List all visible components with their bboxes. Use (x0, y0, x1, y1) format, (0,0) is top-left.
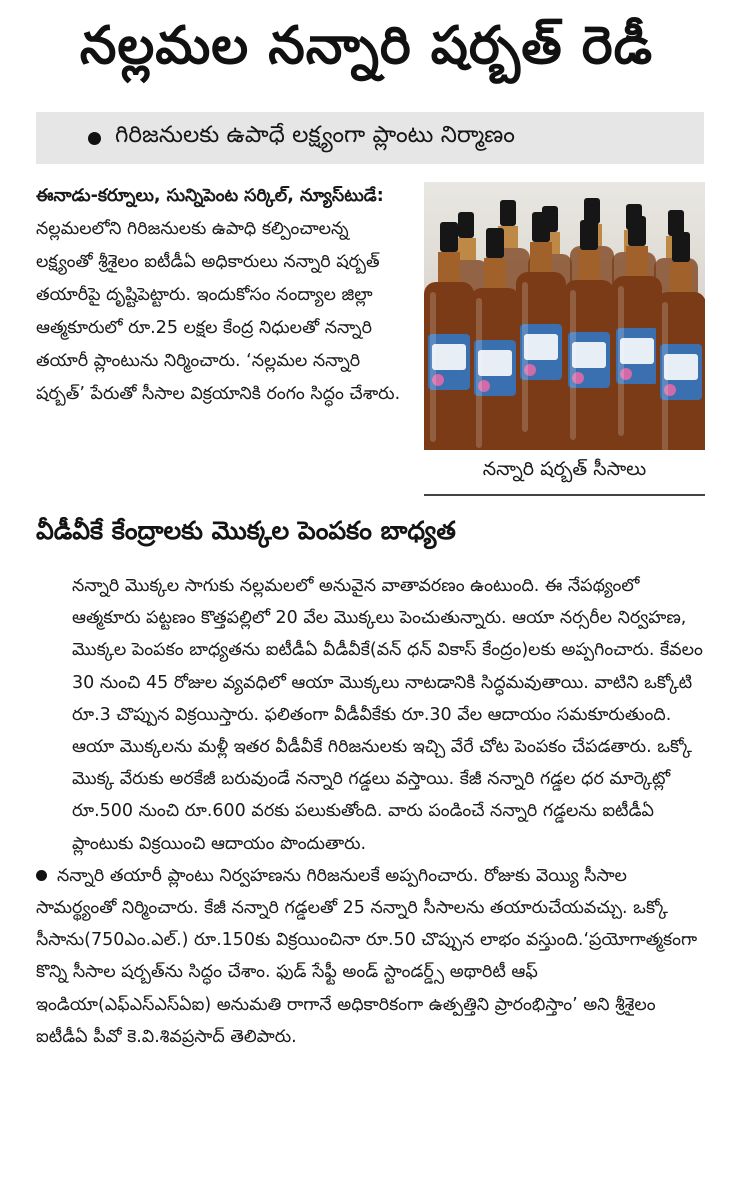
bullet-icon (36, 870, 47, 881)
sharbat-bottles-photo (424, 182, 705, 450)
headline: నల్లమల నన్నారి షర్బత్‌ రెడీ (79, 16, 654, 76)
caption-divider (424, 494, 705, 496)
section-heading: వీడీవీకే కేంద్రాలకు మొక్కల పెంపకం బాధ్యత (36, 516, 456, 545)
subheadline: గిరిజనులకు ఉపాధే లక్ష్యంగా ప్లాంటు నిర్మాణం (115, 122, 515, 148)
photo-caption: నన్నారి షర్బత్‌ సీసాలు (482, 457, 647, 480)
bottles-illustration (424, 182, 705, 450)
body-paragraph-text: నన్నారి తయారీ ప్లాంటు నిర్వహణను గిరిజనులకే అప్పగించారు. రోజుకు వెయ్యి సీసాల సామర్థ్యంతో నిర్మించారు. కేజీ నన్నారి గడ్డలతో 25 నన్నారి సీసాలను తయారుచేయవచ్చు. ఒక్కో సీసాను(750ఎం.ఎల్‌.) రూ.150కు విక్రయించినా రూ.50 చొప్పున లాభం వస్తుంది.‘ప్రయోగాత్మకంగా కొన్ని సీసాల షర్బత్‌ను సిద్ధం చేశాం. ఫుడ్‌ సేఫ్టీ అండ్‌ స్టాండర్డ్స్‌ అథారిటీ ఆఫ్‌ ఇండియా(ఎఫ్‌ఎస్‌ఎస్‌ఏఐ) అనుమతి రాగానే అధికారికంగా ఉత్పత్తిని ప్రారంభిస్తాం’ అని శ్రీశైలం ఐటీడీఏ పీవో కె.వి.శివప్రసాద్‌ తెలిపారు. (36, 865, 698, 1047)
bottle (612, 216, 662, 450)
bullet-icon (88, 132, 101, 145)
dateline: ఈనాడు-కర్నూలు, సున్నిపెంట సర్కిల్‌, న్యూస్‌టుడే: (36, 186, 384, 206)
subheadline-bar (36, 112, 704, 164)
body-paragraph-bulleted (36, 860, 704, 1053)
intro-text: నల్లమలలోని గిరిజనులకు ఉపాధి కల్పించాలన్న లక్ష్యంతో శ్రీశైలం ఐటీడీఏ అధికారులు నన్నారి షర్బత్‌ తయారీపై దృష్టిపెట్టారు. ఇందుకోసం నంద్యాల జిల్లా ఆత్మకూరులో రూ.25 లక్షల కేంద్ర నిధులతో నన్నారి తయారీ ప్లాంటును నిర్మించారు. ‘నల్లమల నన్నారి షర్బత్‌’ పేరుతో సీసాల విక్రయానికి రంగం సిద్ధం చేశారు. (36, 219, 401, 404)
intro-column (36, 180, 408, 411)
article-body (36, 570, 704, 1053)
intro-paragraph (36, 180, 408, 411)
body-paragraph: నన్నారి మొక్కల సాగుకు నల్లమలలో అనువైన వాతావరణం ఉంటుంది. ఈ నేపథ్యంలో ఆత్మకూరు పట్టణం కొత్తపల్లిలో 20 వేల మొక్కలు పెంచుతున్నారు. ఆయా నర్సరీల నిర్వహణ, మొక్కల పెంపకం బాధ్యతను ఐటీడీఏ వీడీవీకే(వన్‌ ధన్‌ వికాస్‌ కేంద్రం)లకు అప్పగించారు. కేవలం 30 నుంచి 45 రోజుల వ్యవధిలో ఆయా మొక్కలు నాటడానికి సిద్ధమవుతాయి. వాటిని ఒక్కోటి రూ.3 చొప్పున విక్రయిస్తారు. ఫలితంగా వీడీవీకేకు రూ.30 వేల ఆదాయం సమకూరుతుంది. ఆయా మొక్కలను మళ్లీ ఇతర వీడీవీకే గిరిజనులకు ఇచ్చి వేరే చోట పెంపకం చేపడతారు. ఒక్కో మొక్క వేరుకు అరకేజీ బరువుండే నన్నారి గడ్డలు వస్తాయి. కేజీ నన్నారి గడ్డల ధర మార్కెట్లో రూ.500 నుంచి రూ.600 వరకు పలుకుతోంది. వారు పండించే నన్నారి గడ్డలను ఐటీడీఏ ప్లాంటుకు విక్రయించి ఆదాయం పొందుతారు. (72, 576, 703, 854)
